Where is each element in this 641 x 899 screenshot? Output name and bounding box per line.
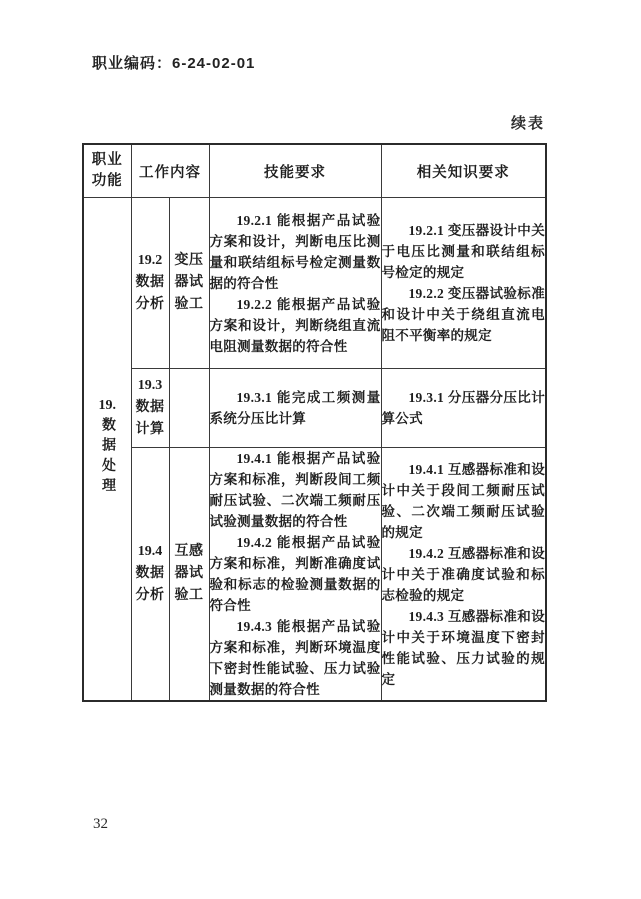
worker-type-cell-19-2 (169, 198, 209, 369)
work-item-name: 数据计算 (135, 400, 165, 437)
col-header-function-label: 职业功能 (91, 151, 123, 189)
col-header-function (83, 144, 131, 198)
skills-cell-19-4 (209, 448, 381, 702)
continued-table-label: 续表 (510, 116, 545, 132)
work-item-number: 19.4 (137, 544, 163, 560)
work-item-name: 数据分析 (135, 566, 165, 603)
knowledge-cell-19-2 (381, 198, 546, 369)
table-row-19-3 (83, 369, 546, 448)
function-name: 数据处理 (99, 417, 115, 499)
worker-type-label: 变压器试验工 (174, 253, 204, 312)
skill-item: 19.2.1 能根据产品试验方案和设计，判断电压比测量和联结组标号检定测量数据的符合性 (209, 212, 381, 291)
work-item-number: 19.3 (137, 378, 163, 394)
knowledge-cell-19-3 (381, 369, 546, 448)
col-header-knowledge-label: 相关知识要求 (416, 164, 510, 181)
worker-type-cell-19-4 (169, 448, 209, 702)
work-item-cell-19-3 (131, 369, 169, 448)
skill-item: 19.4.3 能根据产品试验方案和标准，判断环境温度下密封性能试验、压力试验测量数据的符合性 (209, 619, 381, 697)
knowledge-item: 19.2.1 变压器设计中关于电压比测量和联结组标号检定的规定 (381, 223, 545, 280)
table-row-19-2 (83, 198, 546, 369)
worker-type-cell-19-3 (169, 369, 209, 448)
occupation-code: 职业编码：6-24-02-01 (92, 55, 256, 72)
knowledge-item: 19.4.2 互感器标准和设计中关于准确度试验和标志检验的规定 (381, 545, 545, 603)
skill-item: 19.2.2 能根据产品试验方案和设计，判断绕组直流电阻测量数据的符合性 (209, 296, 381, 354)
worker-type-label: 互感器试验工 (174, 544, 204, 603)
skill-item: 19.4.1 能根据产品试验方案和标准，判断段间工频耐压试验、二次端工频耐压试验测量数据的符合性 (209, 451, 381, 529)
knowledge-item: 19.2.2 变压器试验标准和设计中关于绕组直流电阻不平衡率的规定 (381, 286, 545, 343)
work-item-cell-19-2 (131, 198, 169, 369)
col-header-work-content-label: 工作内容 (139, 164, 201, 181)
skills-cell-19-3 (209, 369, 381, 448)
function-cell (83, 198, 131, 702)
occupational-standard-table (82, 143, 547, 702)
col-header-work-content (131, 144, 209, 198)
table-header-row (83, 144, 546, 198)
skill-item: 19.3.1 能完成工频测量系统分压比计算 (209, 390, 381, 426)
skills-cell-19-2 (209, 198, 381, 369)
page-number: 32 (93, 816, 108, 832)
work-item-number: 19.2 (137, 253, 163, 269)
col-header-skills (209, 144, 381, 198)
col-header-skills-label: 技能要求 (264, 164, 326, 181)
knowledge-item: 19.4.3 互感器标准和设计中关于环境温度下密封性能试验、压力试验的规定 (381, 608, 545, 687)
work-item-cell-19-4 (131, 448, 169, 702)
work-item-name: 数据分析 (135, 275, 165, 312)
col-header-knowledge (381, 144, 546, 198)
knowledge-item: 19.4.1 互感器标准和设计中关于段间工频耐压试验、二次端工频耐压试验的规定 (381, 461, 545, 540)
function-number: 19. (98, 397, 116, 413)
skill-item: 19.4.2 能根据产品试验方案和标准，判断准确度试验和标志的检验测量数据的符合性 (209, 535, 381, 613)
table-row-19-4 (83, 448, 546, 702)
knowledge-item: 19.3.1 分压器分压比计算公式 (381, 390, 545, 426)
knowledge-cell-19-4 (381, 448, 546, 702)
